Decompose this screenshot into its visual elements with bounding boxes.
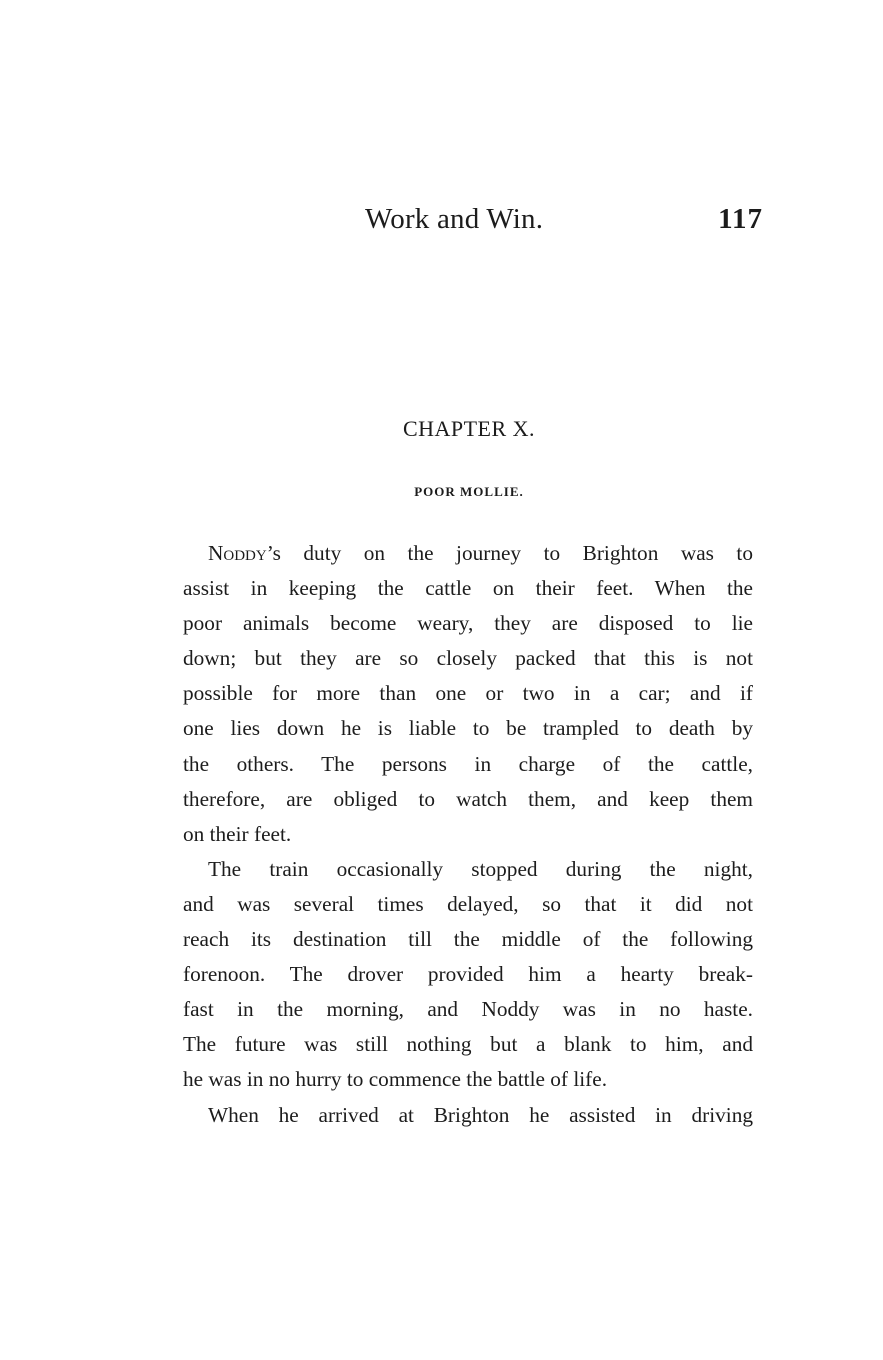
small-caps-name: Noddy — [208, 541, 267, 565]
running-head-title: Work and Win. — [365, 203, 544, 235]
paragraph-3 — [183, 1098, 753, 1133]
text-line: fast in the morning, and Noddy was in no haste. — [183, 997, 753, 1022]
text-line: forenoon. The drover provided him a hearty break- — [183, 962, 753, 987]
text-line: When he arrived at Brighton he assisted in driving — [208, 1102, 753, 1127]
text-line: on their feet. — [183, 821, 292, 846]
text-line: the others. The persons in charge of the cattle, — [183, 751, 753, 776]
text-line: Noddy’s duty on the journey to Brighton was to — [208, 541, 753, 565]
text-line: reach its destination till the middle of the following — [183, 927, 753, 952]
page-number: 117 — [718, 203, 763, 235]
text-line: down; but they are so closely packed that this is not — [183, 646, 753, 671]
paragraph-2 — [183, 852, 753, 1098]
text-line: assist in keeping the cattle on their feet. When the — [183, 576, 753, 601]
paragraph-1 — [183, 536, 753, 852]
text-line: one lies down he is liable to be trampled to death by — [183, 716, 753, 741]
chapter-heading: CHAPTER X. — [402, 416, 536, 441]
text-line: The train occasionally stopped during the night, — [208, 856, 753, 881]
text-line: he was in no hurry to commence the battle of life. — [183, 1067, 608, 1092]
text-line: therefore, are obliged to watch them, and keep them — [183, 786, 753, 811]
chapter-subtitle: POOR MOLLIE. — [414, 484, 524, 499]
body-text — [183, 536, 753, 1133]
text-line: poor animals become weary, they are disposed to lie — [183, 611, 753, 636]
text-line: and was several times delayed, so that it did not — [183, 891, 753, 916]
text-line: The future was still nothing but a blank to him, and — [183, 1032, 753, 1057]
running-head — [183, 203, 763, 243]
text-line: possible for more than one or two in a car; and if — [183, 681, 753, 706]
